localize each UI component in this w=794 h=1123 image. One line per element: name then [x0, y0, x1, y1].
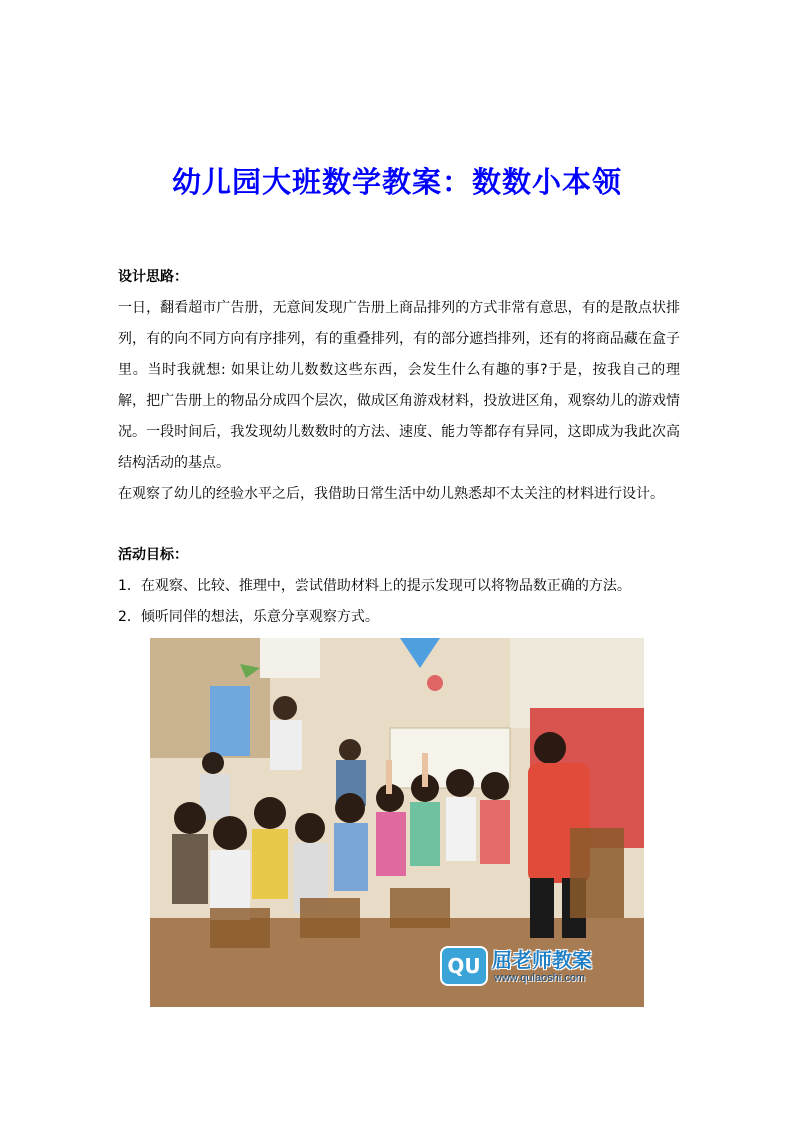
goal-item-2: 2．倾听同伴的想法，乐意分享观察方式。 [118, 609, 379, 625]
page-title: 幼儿园大班数学教案：数数小本领 [171, 165, 622, 199]
section-heading-design: 设计思路： [118, 269, 188, 285]
photo-watermark [440, 944, 628, 994]
design-paragraph-2: 在观察了幼儿的经验水平之后，我借助日常生活中幼儿熟悉却不太关注的材料进行设计。 [118, 486, 664, 502]
watermark-brand: 屈老师教案 [492, 948, 592, 972]
watermark-logo-icon: QU [440, 946, 488, 986]
section-heading-goals: 活动目标： [118, 547, 188, 563]
design-paragraph-1: 一日，翻看超市广告册，无意间发现广告册上商品排列的方式非常有意思，有的是散点状排列，有的向不同方向有序排列，有的重叠排列，有的部分遮挡排列，还有的将商品藏在盒子里。当时我就想: 如果让幼儿数数这些东西，会发生什么有趣的事?于是，按我自己的理解，把广告册上的物品分成四个层次，做成区角游戏材料，投放进区角，观察幼儿的游戏情况。一段时间后，我发现幼儿数数时的方法、速度、能力等都存有异同，这即成为我此次高结构活动的基点。 [118, 300, 680, 471]
goal-item-1: 1．在观察、比较、推理中，尝试借助材料上的提示发现可以将物品数正确的方法。 [118, 578, 631, 594]
document-body [118, 262, 680, 633]
watermark-url: www.qulaoshi.com [494, 972, 586, 984]
